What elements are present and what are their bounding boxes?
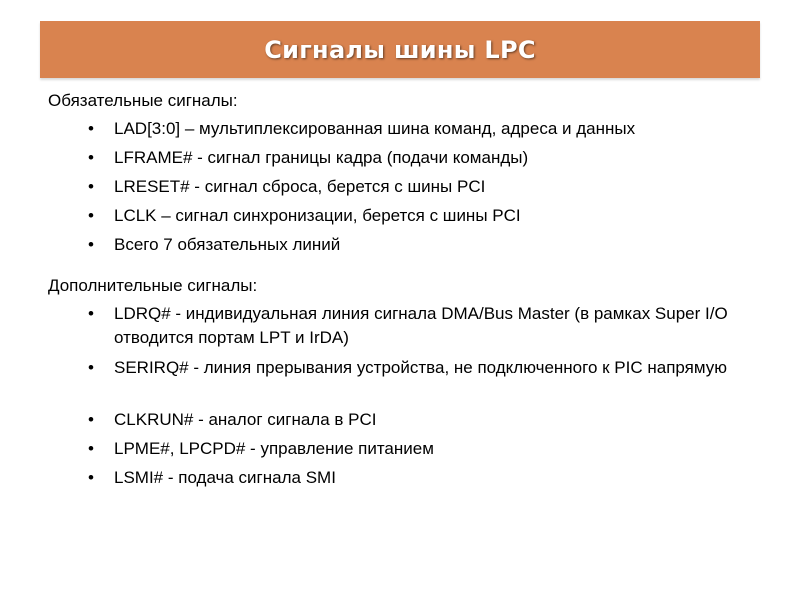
section-heading-required: Обязательные сигналы: <box>48 91 238 110</box>
list-item-text: LAD[3:0] – мультиплексированная шина команд, адреса и данных <box>114 119 636 138</box>
bullet-icon: • <box>88 148 94 167</box>
bullet-icon: • <box>88 468 94 487</box>
slide-title: Сигналы шины LPC <box>264 35 536 64</box>
bullet-icon: • <box>88 358 94 377</box>
list-item-text: LDRQ# - индивидуальная линия сигнала DMA/Bus Master (в рамках Super I/O отводится портам LPT и IrDA) <box>114 304 728 347</box>
bullet-icon: • <box>88 235 94 254</box>
bullet-icon: • <box>88 439 94 458</box>
list-item-text: SERIRQ# - линия прерывания устройства, не подключенного к PIC напрямую <box>114 358 728 377</box>
bullet-icon: • <box>88 206 94 225</box>
section-heading-optional: Дополнительные сигналы: <box>48 276 258 295</box>
bullet-icon: • <box>88 410 94 429</box>
bullet-icon: • <box>88 304 94 323</box>
bullet-icon: • <box>88 177 94 196</box>
list-item-text: LSMI# - подача сигнала SMI <box>114 468 336 487</box>
list-item-text: LFRAME# - сигнал границы кадра (подачи команды) <box>114 148 529 167</box>
list-item-text: LPME#, LPCPD# - управление питанием <box>114 439 434 458</box>
list-item-text: CLKRUN# - аналог сигнала в PCI <box>114 410 377 429</box>
list-item-text: LCLK – сигнал синхронизации, берется с шины PCI <box>114 206 521 225</box>
list-item-text: LRESET# - сигнал сброса, берется с шины PCI <box>114 177 486 196</box>
list-item-text: Всего 7 обязательных линий <box>114 235 341 254</box>
bullet-icon: • <box>88 119 94 138</box>
